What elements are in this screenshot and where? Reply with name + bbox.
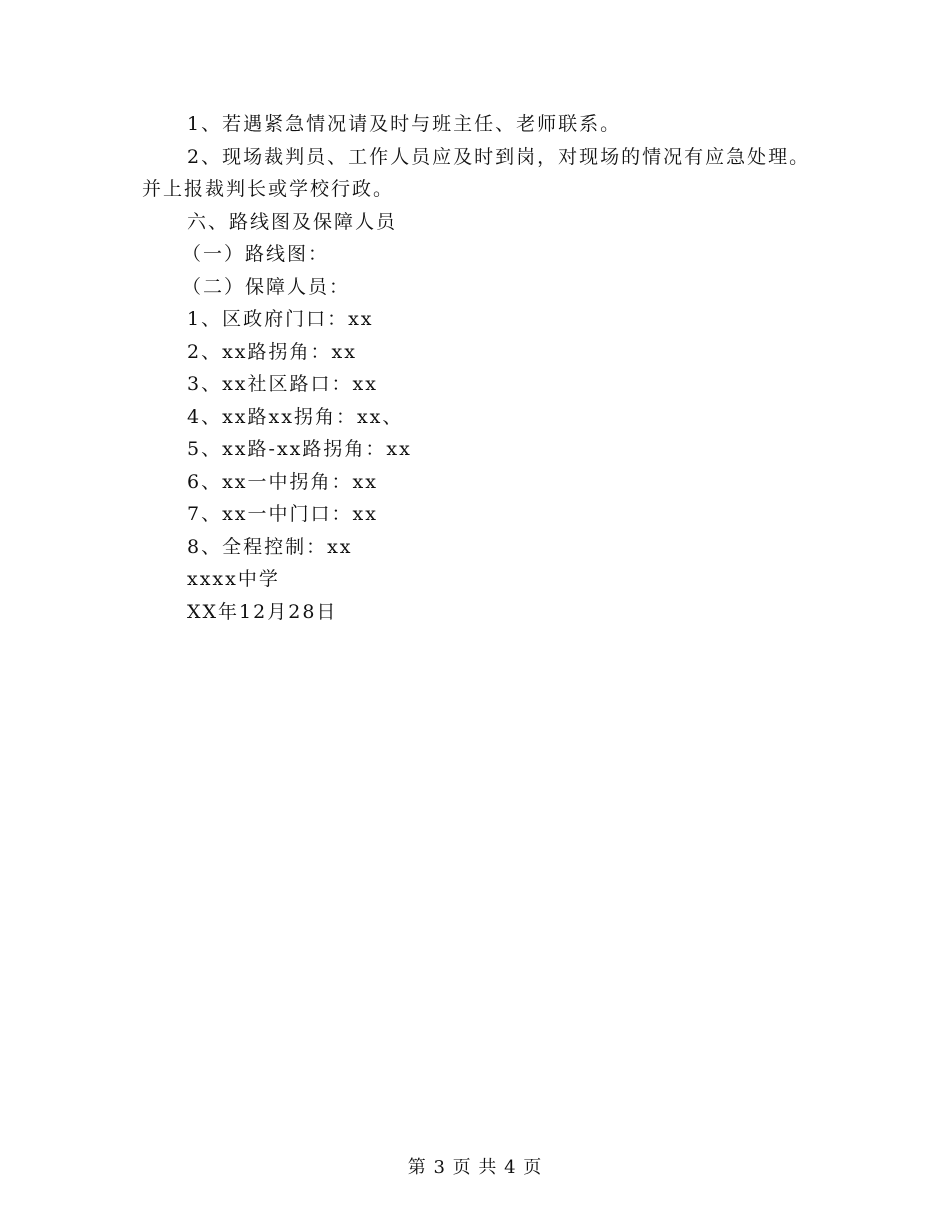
subsection-route-map: （一）路线图：: [182, 243, 330, 265]
staff-item: 3、xx社区路口：xx: [187, 373, 378, 395]
staff-item: 8、全程控制：xx: [187, 535, 353, 558]
subsection-staff: （二）保障人员：: [182, 275, 351, 298]
staff-item: 2、xx路拐角：xx: [187, 340, 357, 363]
staff-item: 7、xx一中门口：xx: [187, 503, 378, 525]
page-number-footer: 第 3 页 共 4 页: [407, 1157, 543, 1178]
document-body: [142, 108, 842, 628]
staff-item: 4、xx路xx拐角：xx、: [187, 405, 404, 428]
staff-item: 1、区政府门口：xx: [187, 308, 374, 330]
section-heading: 六、路线图及保障人员: [187, 210, 398, 233]
signature-date: XX年12月28日: [187, 600, 338, 623]
referee-duty-line: 2、现场裁判员、工作人员应及时到岗，对现场的情况有应急处理。: [187, 145, 811, 168]
emergency-contact-line: 1、若遇紧急情况请及时与班主任、老师联系。: [187, 113, 622, 135]
referee-duty-continuation: 并上报裁判长或学校行政。: [142, 178, 395, 200]
staff-item: 5、xx路-xx路拐角：xx: [187, 438, 412, 460]
staff-item: 6、xx一中拐角：xx: [187, 470, 378, 493]
signature-school: xxxx中学: [187, 568, 280, 590]
